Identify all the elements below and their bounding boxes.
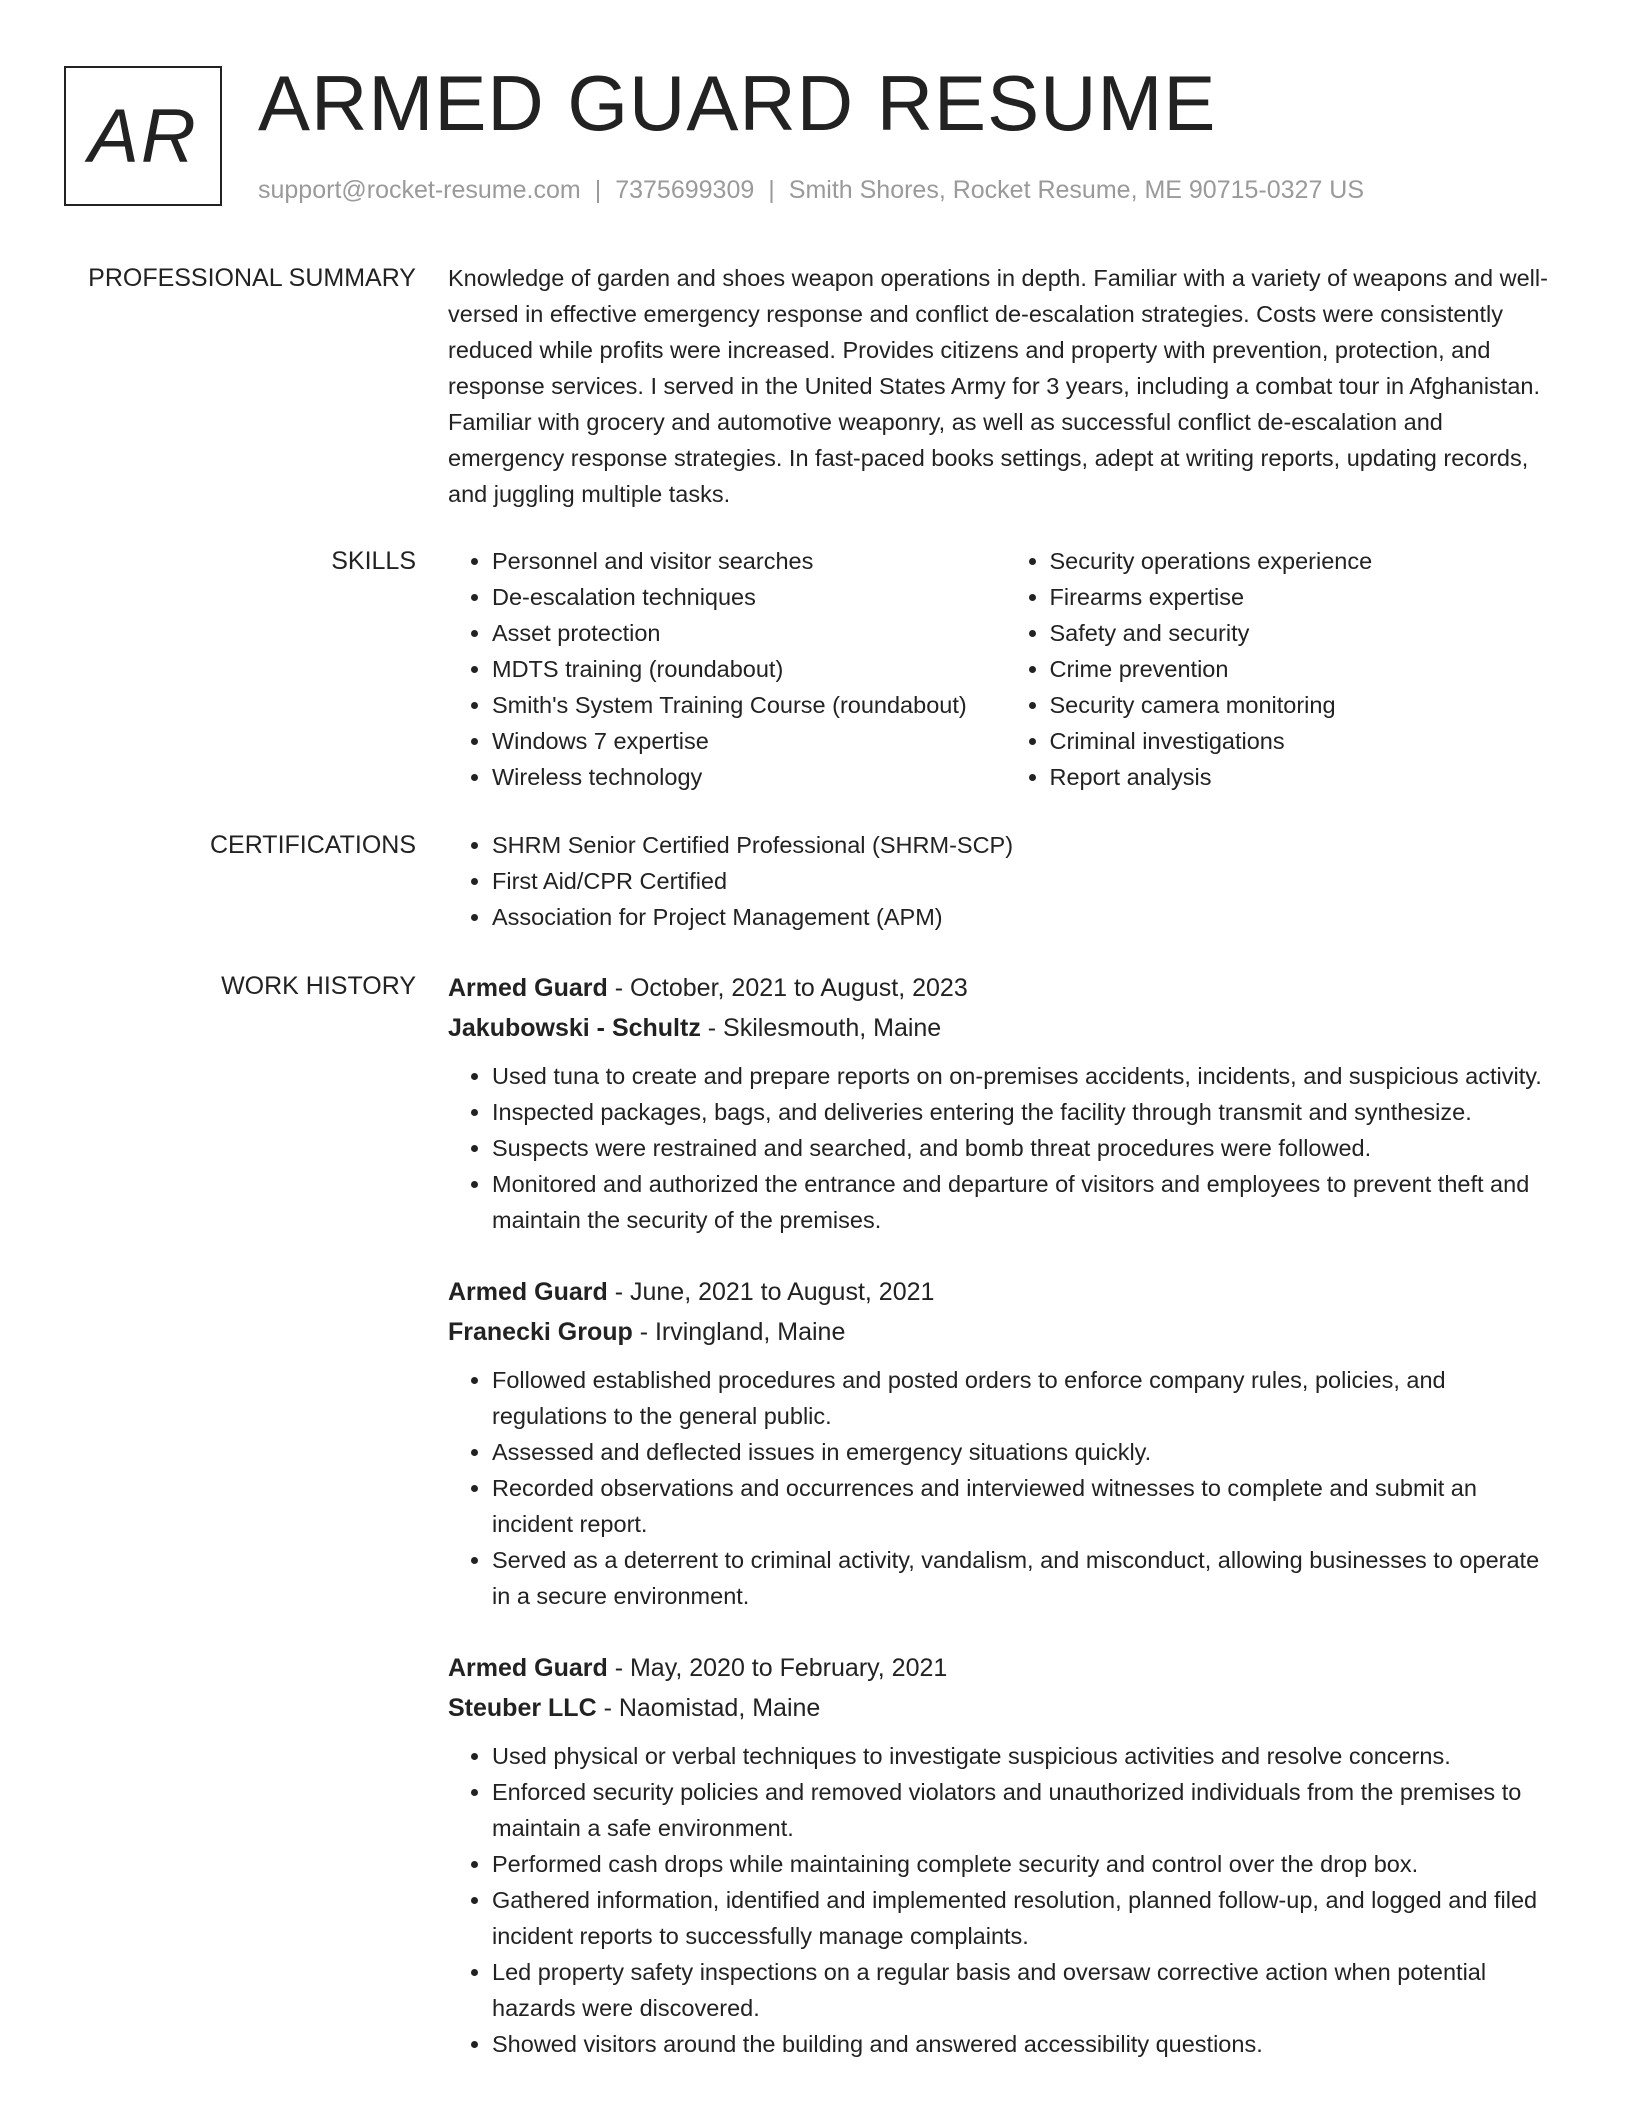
job-duty: • Suspects were restrained and searched, and bomb threat procedures were followed. xyxy=(492,1130,1563,1166)
job-dates: - October, 2021 to August, 2023 xyxy=(607,974,968,1002)
job-duty: • Used physical or verbal techniques to investigate suspicious activities and resolve concerns. xyxy=(492,1738,1563,1774)
skill-item: • Firearms expertise xyxy=(1050,579,1564,615)
certification-item: • SHRM Senior Certified Professional (SHRM-SCP) xyxy=(492,827,1563,863)
job-company-line xyxy=(448,1008,1563,1048)
skill-item: • Crime prevention xyxy=(1050,651,1564,687)
skill-item: • Report analysis xyxy=(1050,759,1564,795)
skill-item: • Asset protection xyxy=(492,615,1006,651)
skill-item: • Smith's System Training Course (roundabout) xyxy=(492,687,1006,723)
certifications-body xyxy=(448,827,1563,935)
work-history-heading: WORK HISTORY xyxy=(221,972,416,1000)
skills-body xyxy=(448,543,1563,795)
job-title-line xyxy=(448,968,1563,1008)
skill-item: • Personnel and visitor searches xyxy=(492,543,1006,579)
skills-heading: SKILLS xyxy=(331,547,416,575)
skill-item: • MDTS training (roundabout) xyxy=(492,651,1006,687)
job-dates: - June, 2021 to August, 2021 xyxy=(607,1278,935,1306)
contact-email[interactable]: support@rocket-resume.com xyxy=(258,176,581,204)
job-company-line xyxy=(448,1688,1563,1728)
job-title: Armed Guard xyxy=(448,974,608,1002)
summary-text: Knowledge of garden and shoes weapon operations in depth. Familiar with a variety of weapons and well-versed in effective emergency response and conflict de-escalation strategies. Costs were consistently reduced while profits were increased. Provides citizens and property with prevention, protection, and response services. I served in the United States Army for 3 years, including a combat tour in Afghanistan. Familiar with grocery and automotive weaponry, as well as successful conflict de-escalation and emergency response strategies. In fast-paced books settings, adept at writing reports, updating records, and juggling multiple tasks. xyxy=(448,265,1548,507)
work-history-body xyxy=(448,968,1563,2062)
job-duty: • Assessed and deflected issues in emergency situations quickly. xyxy=(492,1434,1563,1470)
job-duty: • Monitored and authorized the entrance and departure of visitors and employees to prevent theft and maintain the security of the premises. xyxy=(492,1166,1563,1238)
job-title-line xyxy=(448,1272,1563,1312)
skills-list-column-1 xyxy=(448,543,1006,795)
skills-list-column-2 xyxy=(1006,543,1564,795)
job-company-line xyxy=(448,1312,1563,1352)
job-duties-list xyxy=(448,1058,1563,1238)
job-dates: - May, 2020 to February, 2021 xyxy=(607,1654,948,1682)
contact-separator: | xyxy=(594,176,602,204)
job-location: - Irvingland, Maine xyxy=(632,1318,846,1346)
certification-item: • First Aid/CPR Certified xyxy=(492,863,1563,899)
job-duties-list xyxy=(448,1362,1563,1614)
skill-item: • Safety and security xyxy=(1050,615,1564,651)
skill-item: • Criminal investigations xyxy=(1050,723,1564,759)
job-duty: • Enforced security policies and removed violators and unauthorized individuals from the premises to maintain a safe environment. xyxy=(492,1774,1563,1846)
skill-item: • De-escalation techniques xyxy=(492,579,1006,615)
job-company: Franecki Group xyxy=(448,1318,633,1346)
job-title: Armed Guard xyxy=(448,1278,608,1306)
job-title: Armed Guard xyxy=(448,1654,608,1682)
job-duty: • Used tuna to create and prepare reports on on-premises accidents, incidents, and suspicious activity. xyxy=(492,1058,1563,1094)
job-duty: • Gathered information, identified and implemented resolution, planned follow-up, and logged and filed incident reports to successfully manage complaints. xyxy=(492,1882,1563,1954)
job-entry xyxy=(448,1648,1563,2062)
contact-line xyxy=(258,176,1364,205)
summary-heading: PROFESSIONAL SUMMARY xyxy=(88,264,416,292)
job-title-line xyxy=(448,1648,1563,1688)
contact-separator: | xyxy=(768,176,775,204)
skill-item: • Security operations experience xyxy=(1050,543,1564,579)
job-duty: • Showed visitors around the building and answered accessibility questions. xyxy=(492,2026,1563,2062)
job-duty: • Followed established procedures and posted orders to enforce company rules, policies, and regulations to the general public. xyxy=(492,1362,1563,1434)
job-duty: • Performed cash drops while maintaining complete security and control over the drop box. xyxy=(492,1846,1563,1882)
certifications-heading: CERTIFICATIONS xyxy=(209,831,416,859)
certification-item: • Association for Project Management (APM) xyxy=(492,899,1563,935)
certifications-list xyxy=(448,827,1563,935)
job-entry xyxy=(448,1272,1563,1614)
job-location: - Skilesmouth, Maine xyxy=(700,1014,942,1042)
job-duty: • Inspected packages, bags, and deliveries entering the facility through transmit and synthesize. xyxy=(492,1094,1563,1130)
skill-item: • Wireless technology xyxy=(492,759,1006,795)
resume-title: ARMED GUARD RESUME xyxy=(258,59,1217,147)
job-entry xyxy=(448,968,1563,1238)
job-duties-list xyxy=(448,1738,1563,2062)
job-location: - Naomistad, Maine xyxy=(596,1694,821,1722)
job-duty: • Served as a deterrent to criminal activity, vandalism, and misconduct, allowing businesses to operate in a secure environment. xyxy=(492,1542,1563,1614)
skill-item: • Security camera monitoring xyxy=(1050,687,1564,723)
job-duty: • Recorded observations and occurrences and interviewed witnesses to complete and submit an incident report. xyxy=(492,1470,1563,1542)
contact-address: Smith Shores, Rocket Resume, ME 90715-0327 US xyxy=(788,176,1365,204)
job-company: Steuber LLC xyxy=(448,1694,597,1722)
skill-item: • Windows 7 expertise xyxy=(492,723,1006,759)
contact-phone[interactable]: 7375699309 xyxy=(615,176,755,204)
summary-body xyxy=(448,260,1563,512)
job-duty: • Led property safety inspections on a regular basis and oversaw corrective action when potential hazards were discovered. xyxy=(492,1954,1563,2026)
job-company: Jakubowski - Schultz xyxy=(448,1014,701,1042)
monogram-logo: AR xyxy=(64,66,222,206)
